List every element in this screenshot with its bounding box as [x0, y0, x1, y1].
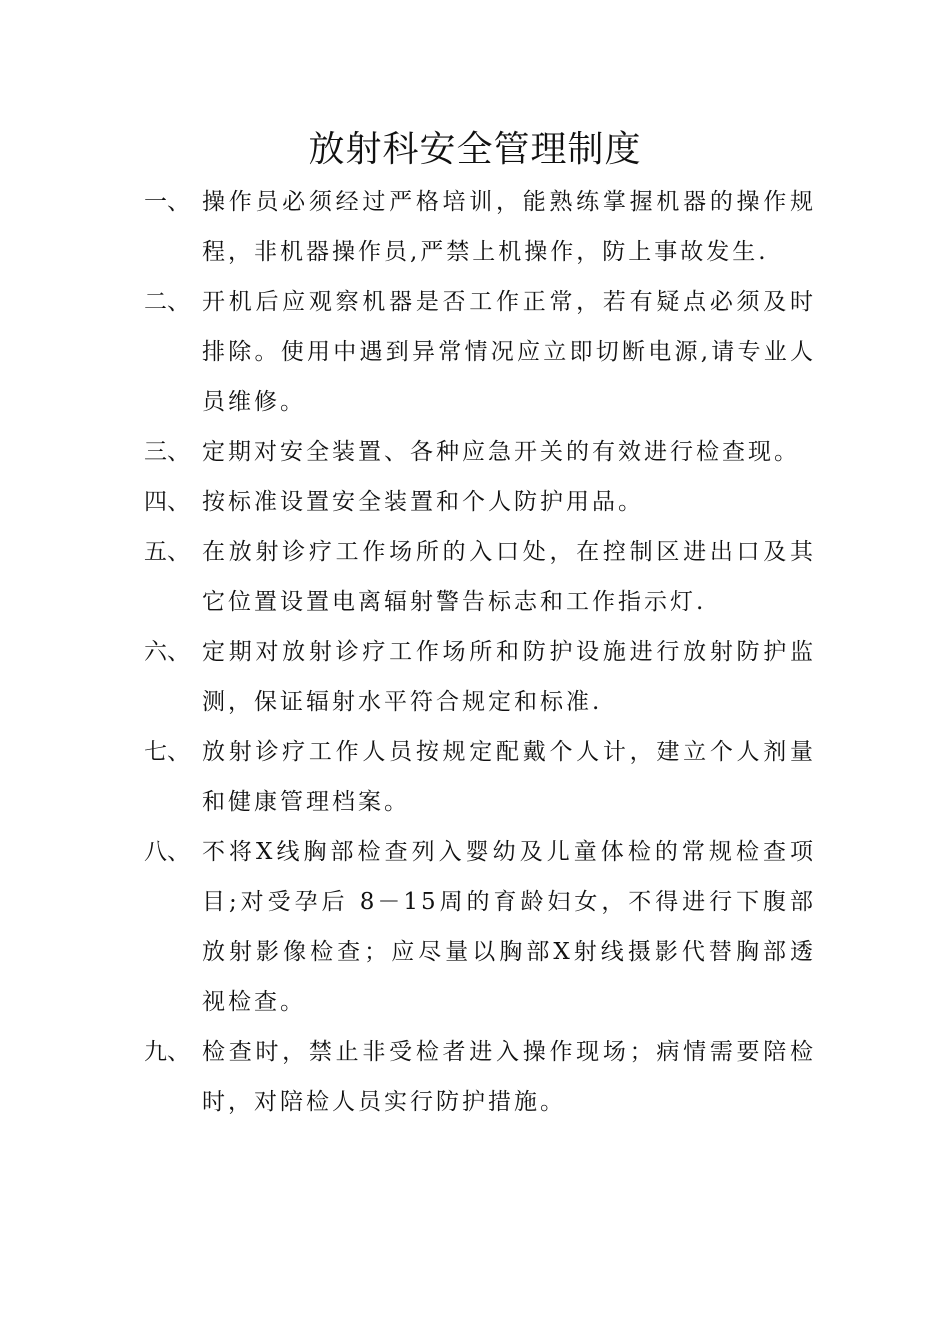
rule-item-4 — [144, 477, 816, 527]
rule-number: 一、 — [144, 189, 190, 215]
rule-text: 不将X线胸部检查列入婴幼及儿童体检的常规检查项目;对受孕后 8－15周的育龄妇女，不得进行下腹部放射影像检查；应尽量以胸部X射线摄影代替胸部透视检查。 — [202, 839, 816, 1015]
rule-item-1 — [144, 177, 816, 277]
rule-item-6 — [144, 627, 816, 727]
rule-item-2 — [144, 277, 816, 427]
rules-list — [144, 177, 816, 1127]
rule-text: 按标准设置安全装置和个人防护用品。 — [202, 489, 644, 515]
rule-number: 六、 — [144, 639, 190, 665]
rule-item-3 — [144, 427, 816, 477]
rule-text: 在放射诊疗工作场所的入口处，在控制区进出口及其它位置设置电离辐射警告标志和工作指示灯. — [202, 539, 816, 615]
rule-text: 定期对安全装置、各种应急开关的有效进行检查现。 — [202, 439, 800, 465]
document-title: 放射科安全管理制度 — [308, 129, 642, 170]
rule-number: 四、 — [144, 489, 190, 515]
rule-number: 八、 — [144, 839, 190, 865]
rule-item-8 — [144, 827, 816, 1027]
rule-item-9 — [144, 1027, 816, 1127]
rule-text: 开机后应观察机器是否工作正常，若有疑点必须及时排除。使用中遇到异常情况应立即切断电源,请专业人员维修。 — [202, 289, 816, 415]
rule-number: 七、 — [144, 739, 190, 765]
rule-item-5 — [144, 527, 816, 627]
rule-number: 二、 — [144, 289, 190, 315]
rule-number: 三、 — [144, 439, 190, 465]
rule-text: 定期对放射诊疗工作场所和防护设施进行放射防护监测，保证辐射水平符合规定和标准. — [202, 639, 816, 715]
rule-text: 放射诊疗工作人员按规定配戴个人计，建立个人剂量和健康管理档案。 — [202, 739, 816, 815]
rule-item-7 — [144, 727, 816, 827]
rule-number: 九、 — [144, 1039, 190, 1065]
rule-text: 操作员必须经过严格培训，能熟练掌握机器的操作规程，非机器操作员,严禁上机操作，防上事故发生. — [202, 189, 816, 265]
rule-number: 五、 — [144, 539, 190, 565]
rule-text: 检查时，禁止非受检者进入操作现场；病情需要陪检时，对陪检人员实行防护措施。 — [202, 1039, 816, 1115]
